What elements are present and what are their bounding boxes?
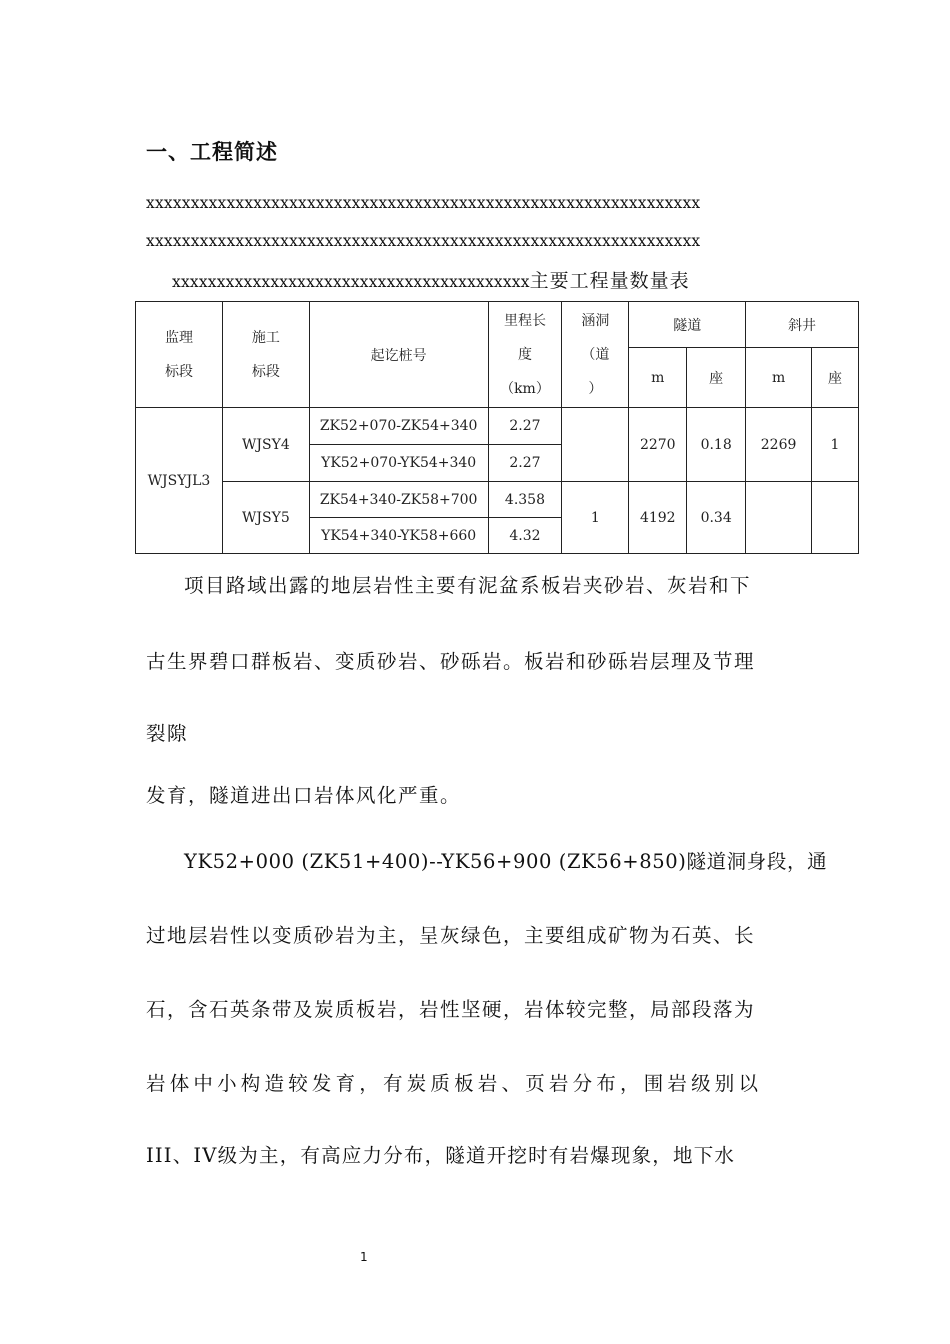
placeholder-text-line: xxxxxxxxxxxxxxxxxxxxxxxxxxxxxxxxxxxxxxxxxxxxxxxxxxxxxxxxxxxxxx: [146, 232, 701, 250]
tunnel-zuo-cell: 0.18: [687, 408, 746, 482]
chainage-cell: YK54+340-YK58+660: [309, 518, 488, 554]
header-mileage-length: 里程长 度 （km）: [488, 302, 562, 408]
placeholder-text-line: xxxxxxxxxxxxxxxxxxxxxxxxxxxxxxxxxxxxxxxxxxxxxxxxxxxxxxxxxxxxxx: [146, 194, 701, 212]
header-tunnel-m: m: [629, 348, 687, 408]
supervision-section-cell: WJSYJL3: [136, 408, 223, 554]
paragraph-line: 发育，隧道进出口岩体风化严重。: [146, 784, 462, 807]
paragraph-line: YK52+000 (ZK51+400)--YK56+900 (ZK56+850)隧道洞身段，通: [184, 850, 828, 873]
shaft-m-cell: [746, 482, 812, 554]
header-supervision-section: 监理 标段: [136, 302, 223, 408]
header-culvert: 涵洞 （道 ）: [562, 302, 629, 408]
shaft-zuo-cell: [812, 482, 859, 554]
paragraph-line: III、IV级为主，有高应力分布，隧道开挖时有岩爆现象，地下水: [146, 1144, 736, 1167]
paragraph-line: 岩体中小构造较发育，有炭质板岩、页岩分布，围岩级别以: [146, 1072, 763, 1095]
header-construction-section: 施工 标段: [222, 302, 309, 408]
header-chainage: 起讫桩号: [309, 302, 488, 408]
header-shaft: 斜井: [746, 302, 859, 348]
shaft-m-cell: 2269: [746, 408, 812, 482]
chainage-cell: ZK54+340-ZK58+700: [309, 482, 488, 518]
length-cell: 2.27: [488, 445, 562, 482]
paragraph-line: 古生界碧口群板岩、变质砂岩、砂砾岩。板岩和砂砾岩层理及节理: [146, 650, 756, 673]
culvert-cell: [562, 408, 629, 482]
placeholder-text-line: xxxxxxxxxxxxxxxxxxxxxxxxxxxxxxxxxxxxxxxx: [172, 273, 530, 291]
paragraph-line: 过地层岩性以变质砂岩为主，呈灰绿色，主要组成矿物为石英、长: [146, 924, 756, 947]
page-number: 1: [360, 1250, 368, 1264]
tunnel-zuo-cell: 0.34: [687, 482, 746, 554]
length-cell: 4.358: [488, 482, 562, 518]
length-cell: 4.32: [488, 518, 562, 554]
chainage-cell: ZK52+070-ZK54+340: [309, 408, 488, 445]
construction-section-cell: WJSY5: [222, 482, 309, 554]
placeholder-caption-line: [172, 266, 812, 293]
table-row: [136, 408, 859, 445]
header-tunnel: 隧道: [629, 302, 746, 348]
table-row: [136, 482, 859, 518]
header-shaft-zuo: 座: [812, 348, 859, 408]
shaft-zuo-cell: 1: [812, 408, 859, 482]
header-tunnel-zuo: 座: [687, 348, 746, 408]
header-shaft-m: m: [746, 348, 812, 408]
paragraph-line: 石，含石英条带及炭质板岩，岩性坚硬，岩体较完整，局部段落为: [146, 998, 756, 1021]
quantity-table: [135, 301, 859, 554]
table-caption: 主要工程量数量表: [529, 270, 690, 292]
construction-section-cell: WJSY4: [222, 408, 309, 482]
tunnel-m-cell: 4192: [629, 482, 687, 554]
culvert-cell: 1: [562, 482, 629, 554]
section-heading: 一、工程简述: [146, 140, 278, 164]
paragraph-line: 裂隙: [146, 722, 189, 745]
paragraph-line: 项目路域出露的地层岩性主要有泥盆系板岩夹砂岩、灰岩和下: [184, 574, 752, 597]
chainage-cell: YK52+070-YK54+340: [309, 445, 488, 482]
tunnel-m-cell: 2270: [629, 408, 687, 482]
length-cell: 2.27: [488, 408, 562, 445]
